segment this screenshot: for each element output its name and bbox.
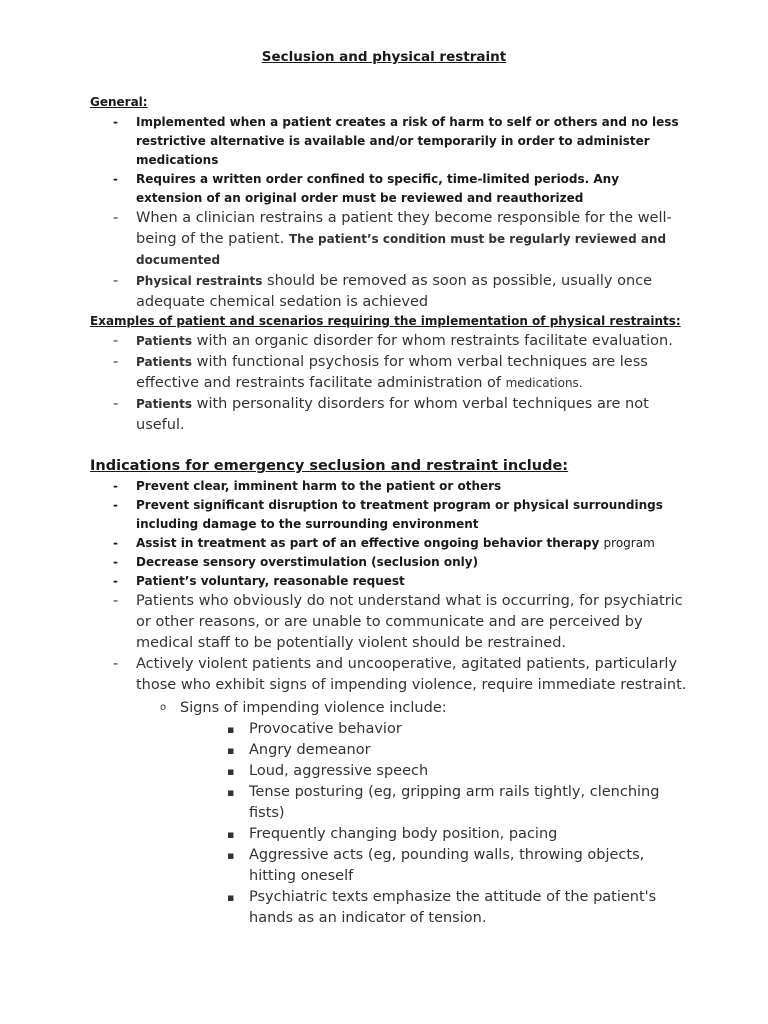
- item-text-small: Physical restraints: [136, 274, 263, 288]
- item-text: Tense posturing (eg, gripping arm rails tightly, clenching fists): [249, 784, 660, 821]
- item-text: Decrease sensory overstimulation (seclusion only): [136, 555, 479, 569]
- item-text-small: Patients: [136, 334, 192, 348]
- list-item: [113, 553, 688, 572]
- item-text: Patient’s voluntary, reasonable request: [136, 574, 405, 588]
- list-item: [113, 208, 688, 271]
- item-text: Aggressive acts (eg, pounding walls, throwing objects, hitting oneself: [249, 847, 645, 884]
- list-item: [113, 496, 688, 534]
- item-text-large: should be removed as soon as possible, usually once adequate chemical sedation is achieved: [136, 273, 653, 310]
- indications-list: [113, 477, 688, 696]
- list-item: [113, 534, 688, 553]
- item-text: Assist in treatment as part of an effective ongoing behavior therapy: [136, 536, 600, 550]
- general-list: [113, 113, 688, 313]
- page-title: Seclusion and physical restraint: [261, 49, 507, 65]
- item-text: Psychiatric texts emphasize the attitude of the patient's hands as an indicator of tension.: [249, 889, 657, 926]
- item-text: Prevent clear, imminent harm to the patient or others: [136, 479, 502, 493]
- item-text: Implemented when a patient creates a risk of harm to self or others and no less restrictive alternative is available and/or temporarily in order to administer medications: [136, 115, 679, 167]
- item-text: Signs of impending violence include:: [180, 700, 447, 716]
- list-item: [113, 170, 688, 208]
- examples-list: [113, 331, 688, 436]
- item-text: Requires a written order confined to specific, time-limited periods. Any extension of an original order must be reviewed and reauthorized: [136, 172, 620, 205]
- item-text-small: The patient’s condition must be regularly reviewed and documented: [136, 232, 667, 267]
- list-item: [227, 782, 677, 824]
- examples-heading: Examples of patient and scenarios requiring the implementation of physical restraints:: [90, 314, 681, 328]
- item-text: Frequently changing body position, pacing: [249, 826, 558, 842]
- item-text-large: with personality disorders for whom verbal techniques are not useful.: [136, 396, 649, 433]
- list-item: [113, 654, 688, 696]
- item-text-large: with an organic disorder for whom restraints facilitate evaluation.: [196, 333, 673, 349]
- item-text-small: medications.: [505, 376, 583, 390]
- list-item: [113, 572, 688, 591]
- item-text: Loud, aggressive speech: [249, 763, 429, 779]
- list-item: [160, 698, 680, 719]
- list-item: [113, 477, 688, 496]
- list-item: [227, 761, 677, 782]
- item-text-large: with functional psychosis for whom verbal techniques are less effective and restraints facilitate administration of: [136, 354, 648, 391]
- list-item: [113, 352, 688, 394]
- item-text: Actively violent patients and uncooperative, agitated patients, particularly those who exhibit signs of impending violence, require immediate restraint.: [136, 656, 687, 693]
- list-item: [227, 887, 677, 929]
- list-item: [113, 591, 688, 654]
- list-item: [227, 824, 677, 845]
- signs-list: [227, 719, 677, 929]
- list-item: [227, 719, 677, 740]
- list-item: [113, 113, 688, 170]
- list-item: [113, 271, 688, 313]
- item-text: Angry demeanor: [249, 742, 371, 758]
- item-text-tail: program: [603, 536, 655, 550]
- indications-heading: Indications for emergency seclusion and restraint include:: [90, 458, 569, 474]
- signs-sublist: [160, 698, 680, 719]
- list-item: [227, 845, 677, 887]
- item-text-small: Patients: [136, 397, 192, 411]
- list-item: [113, 394, 688, 436]
- item-text-large: When a clinician restrains a patient they become responsible for the well-being of the patient.: [136, 210, 672, 247]
- general-heading: General:: [90, 95, 148, 109]
- list-item: [227, 740, 677, 761]
- item-text: Patients who obviously do not understand what is occurring, for psychiatric or other reasons, or are unable to communicate and are perceived by medical staff to be potentially violent should be restrained.: [136, 593, 683, 651]
- item-text: Prevent significant disruption to treatment program or physical surroundings including damage to the surrounding environment: [136, 498, 663, 531]
- item-text-small: Patients: [136, 355, 192, 369]
- list-item: [113, 331, 688, 352]
- item-text: Provocative behavior: [249, 721, 402, 737]
